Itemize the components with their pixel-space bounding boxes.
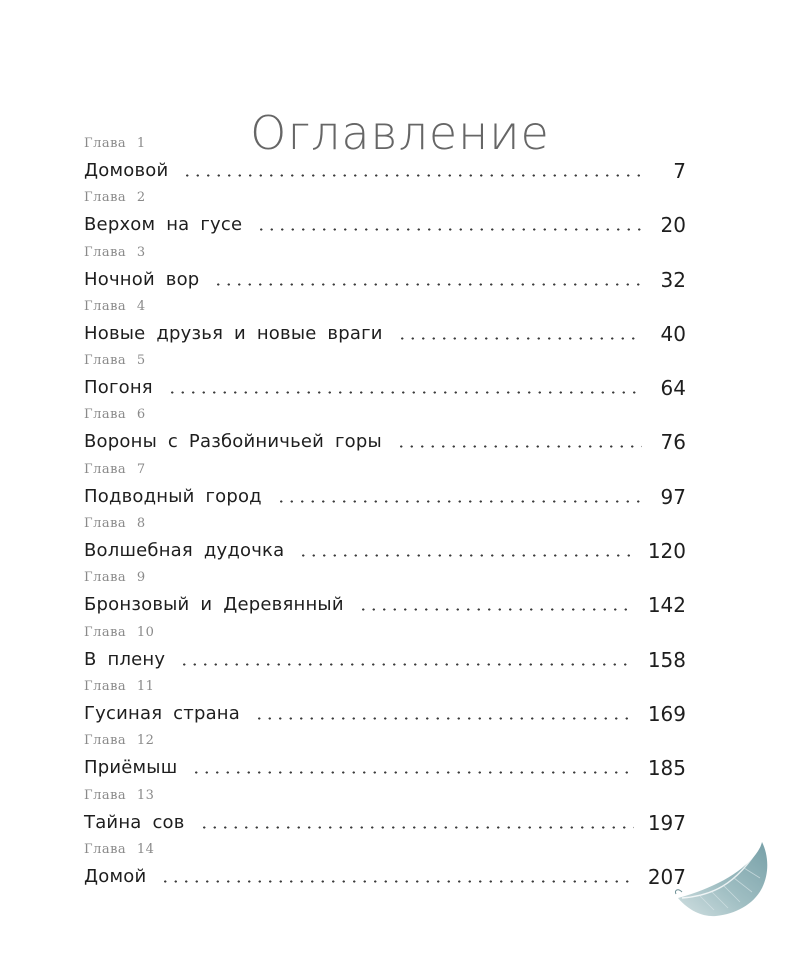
entry-title: Новые друзья и новые враги — [84, 322, 383, 344]
dot-leader — [199, 826, 634, 829]
chapter-label: Глава 13 — [84, 787, 155, 803]
dot-leader — [256, 228, 642, 231]
chapter-label: Глава 10 — [84, 624, 155, 640]
page-number: 169 — [647, 701, 686, 726]
dot-leader — [167, 391, 642, 394]
toc-entry[interactable] — [84, 622, 686, 676]
dot-leader — [358, 608, 634, 611]
page-number: 64 — [660, 376, 686, 401]
toc-entry[interactable] — [84, 187, 686, 241]
page-number: 158 — [647, 647, 686, 672]
chapter-label: Глава 7 — [84, 461, 146, 477]
entry-title: Домовой — [84, 160, 169, 181]
entry-line — [84, 155, 686, 183]
chapter-label: Глава 11 — [84, 678, 155, 694]
toc-entry[interactable] — [84, 133, 686, 187]
entry-line — [84, 318, 686, 346]
toc-entry[interactable] — [84, 567, 686, 621]
entry-title: Приёмыш — [84, 757, 178, 779]
toc-entry[interactable] — [84, 404, 686, 458]
toc-entry[interactable] — [84, 459, 686, 513]
entry-line — [84, 481, 686, 509]
entry-line — [84, 264, 686, 292]
toc-entry[interactable] — [84, 296, 686, 350]
entry-line — [84, 861, 686, 889]
dot-leader — [396, 445, 642, 448]
toc-entry[interactable] — [84, 242, 686, 296]
chapter-label: Глава 3 — [84, 244, 146, 260]
toc-entry[interactable] — [84, 350, 686, 404]
entry-title: Вороны с Разбойничьей горы — [84, 431, 382, 453]
toc-entry[interactable] — [84, 730, 686, 784]
toc-entry[interactable] — [84, 785, 686, 839]
dot-leader — [276, 500, 642, 503]
entry-line — [84, 644, 686, 672]
entry-line — [84, 535, 686, 563]
entry-line — [84, 807, 686, 835]
page-number: 76 — [660, 430, 686, 455]
page-number: 142 — [647, 593, 686, 618]
entry-title: Подводный город — [84, 485, 262, 507]
page-number: 32 — [660, 267, 686, 292]
page-title: Оглавление — [250, 105, 550, 160]
feather-icon — [670, 832, 780, 932]
entry-title: Гусиная страна — [84, 702, 241, 724]
page-number: 185 — [647, 756, 686, 781]
entry-title: Волшебная дудочка — [84, 540, 285, 562]
entry-line — [84, 589, 686, 617]
chapter-label: Глава 5 — [84, 353, 146, 369]
dot-leader — [397, 337, 642, 340]
entry-title: В плену — [84, 648, 166, 670]
entry-line — [84, 752, 686, 780]
dot-leader — [254, 717, 634, 720]
chapter-label: Глава 1 — [84, 136, 146, 151]
chapter-label: Глава 4 — [84, 298, 146, 314]
page-number: 97 — [660, 484, 686, 509]
toc-entry[interactable] — [84, 839, 686, 893]
page-number: 7 — [673, 159, 686, 183]
dot-leader — [298, 554, 633, 557]
entry-line — [84, 209, 686, 237]
dot-leader — [191, 771, 633, 774]
entry-line — [84, 426, 686, 454]
entry-line — [84, 372, 686, 400]
entry-title: Верхом на гусе — [84, 214, 243, 236]
chapter-label: Глава 8 — [84, 516, 146, 532]
dot-leader — [182, 174, 642, 177]
toc-entry[interactable] — [84, 513, 686, 567]
entry-title: Домой — [84, 865, 147, 887]
chapter-label: Глава 6 — [84, 407, 146, 423]
page-number: 40 — [660, 321, 686, 346]
entry-title: Погоня — [84, 377, 153, 399]
entry-title: Тайна сов — [84, 811, 185, 833]
dot-leader — [213, 283, 642, 286]
toc-entry[interactable] — [84, 676, 686, 730]
entry-title: Бронзовый и Деревянный — [84, 594, 344, 616]
page-number: 197 — [647, 810, 686, 835]
page-number: 207 — [647, 864, 686, 889]
dot-leader — [160, 880, 633, 883]
chapter-label: Глава 12 — [84, 733, 155, 749]
chapter-label: Глава 14 — [84, 841, 155, 857]
entry-line — [84, 698, 686, 726]
page-number: 20 — [660, 213, 686, 238]
dot-leader — [179, 663, 634, 666]
page-number: 120 — [647, 539, 686, 564]
table-of-contents — [84, 133, 686, 893]
chapter-label: Глава 9 — [84, 570, 146, 586]
entry-title: Ночной вор — [84, 268, 200, 290]
chapter-label: Глава 2 — [84, 190, 146, 206]
